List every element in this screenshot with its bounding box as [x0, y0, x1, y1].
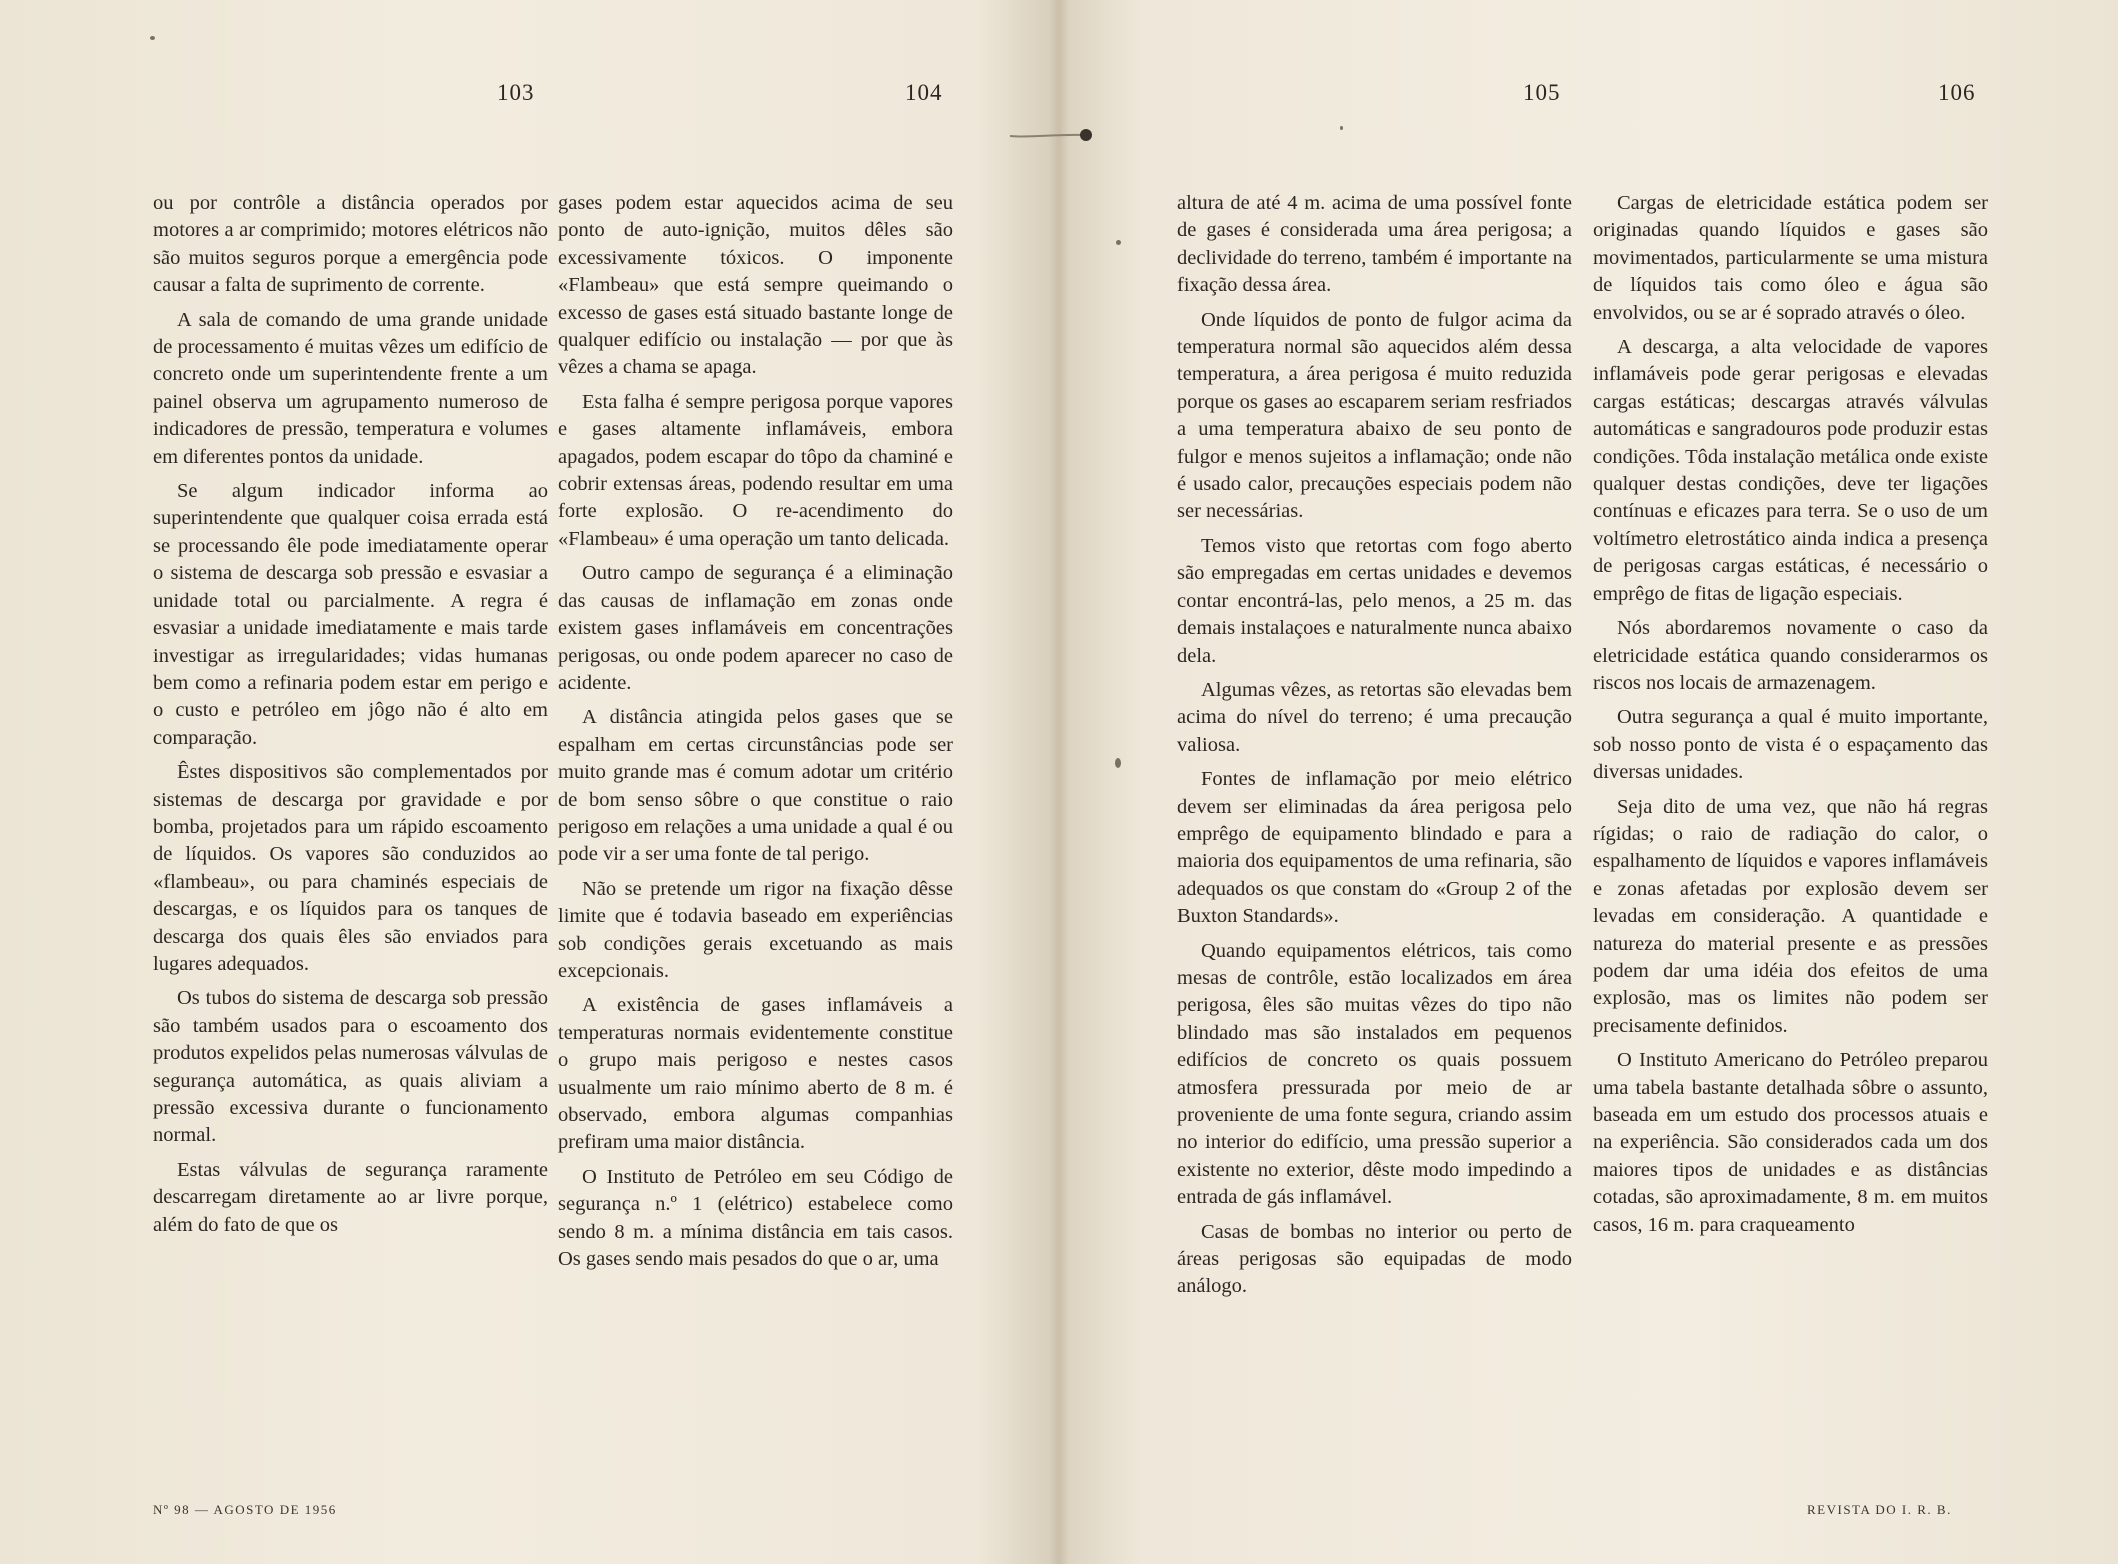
paragraph: Nós abordaremos novamente o caso da eletricidade estática quando considerarmos os riscos nos locais de armazenagem.	[1593, 617, 1988, 694]
paragraph: Êstes dispositivos são complementados por sistemas de descarga por gravidade e por bomba, projetados para um rápido escoamento de líquidos. Os vapores são conduzidos ao «flambeau», ou para chaminés especiais de descargas, e os líquidos para os tanques de descarga dos quais êles são enviados para lugares adequados.	[153, 761, 548, 975]
paragraph: A distância atingida pelos gases que se espalham em certas circunstâncias pode ser muito grande mas é comum adotar um critério de bom senso sôbre o que constitue o raio perigoso em relações a uma unidade a qual é ou pode vir a ser uma fonte de tal perigo.	[558, 706, 953, 866]
paragraph: Os tubos do sistema de descarga sob pressão são também usados para o escoamento dos produtos expelidos pelas numerosas válvulas de segurança automática, as quais aliviam a pressão excessiva durante o funcionamento normal.	[153, 987, 548, 1147]
paragraph: Outro campo de segurança é a eliminação das causas de inflamação em zonas onde existem gases inflamáveis em concentrações perigosas, ou onde podem aparecer no caso de acidente.	[558, 562, 953, 694]
column-page-105	[1177, 190, 1572, 1308]
paragraph: Outra segurança a qual é muito importante, sob nosso ponto de vista é o espaçamento das diversas unidades.	[1593, 706, 1988, 784]
paragraph: O Instituto de Petróleo em seu Código de segurança n.º 1 (elétrico) estabelece como sendo 8 m. a mínima distância em tais casos. Os gases sendo mais pesados do que o ar, uma	[558, 1165, 953, 1271]
paragraph: Cargas de eletricidade estática podem ser originadas quando líquidos e gases são movimentados, particularmente se uma mistura de líquidos tais como óleo e água são envolvidos, ou se ar é soprado através o óleo.	[1593, 192, 1988, 324]
paper-speck	[150, 36, 155, 40]
paragraph: Seja dito de uma vez, que não há regras rígidas; o raio de radiação do calor, o espalhamento de líquidos e vapores inflamáveis e zonas afetadas por explosão devem ser levadas em consideração. A quantidade e natureza do material presente e as pressões podem dar uma idéia dos efeitos de uma explosão, mas os limites não podem ser precisamente definidos.	[1593, 795, 1988, 1037]
paragraph: altura de até 4 m. acima de uma possível fonte de gases é considerada uma área perigosa; a declividade do terreno, também é importante na fixação dessa área.	[1177, 192, 1572, 297]
paragraph: Fontes de inflamação por meio elétrico devem ser eliminadas da área perigosa pelo emprêgo de equipamento blindado e para a maioria dos equipamentos de uma refinaria, são adequados os que constam do «Group 2 of the Buxton Standards».	[1177, 768, 1572, 928]
paragraph: Casas de bombas no interior ou perto de áreas perigosas são equipadas de modo análogo.	[1177, 1220, 1572, 1298]
column-page-104	[558, 190, 953, 1280]
page-number-104: 104	[905, 80, 943, 105]
footer-journal: REVISTA DO I. R. B.	[1807, 1502, 1952, 1517]
column-page-103	[153, 190, 548, 1246]
paragraph: Esta falha é sempre perigosa porque vapores e gases altamente inflamáveis, embora apagados, podem escapar do tôpo da chaminé e cobrir extensas áreas, podendo resultar em uma forte explosão. O re-acendimento do «Flambeau» é uma operação um tanto delicada.	[558, 390, 953, 550]
paragraph: O Instituto Americano do Petróleo preparou uma tabela bastante detalhada sôbre o assunto, baseada em um estudo dos processos atuais e na experiência. São considerados cada um dos maiores tipos de unidades e as distâncias cotadas, são aproximadamente, 8 m. em muitos casos, 16 m. para craqueamento	[1593, 1049, 1988, 1236]
paragraph: gases podem estar aquecidos acima de seu ponto de auto-ignição, muitos dêles são excessivamente tóxicos. O imponente «Flambeau» que está sempre queimando o excesso de gases está situado bastante longe de qualquer edifício ou instalação — por que às vêzes a chama se apaga.	[558, 192, 953, 379]
paragraph: A sala de comando de uma grande unidade de processamento é muitas vêzes um edifício de concreto onde um superintendente frente a um painel observa um agrupamento numeroso de indicadores de pressão, temperatura e volumes em diferentes pontos da unidade.	[153, 308, 548, 468]
left-page	[0, 0, 1040, 1564]
right-page	[1070, 0, 2118, 1564]
paragraph: A descarga, a alta velocidade de vapores inflamáveis pode gerar perigosas e elevadas cargas estáticas; descargas através válvulas automáticas e sangradouros pode produzir estas condições. Tôda instalação metálica onde existe qualquer destas condições, deve ter ligações contínuas e eficazes para terra. Se o uso de um voltímetro eletrostático ainda indica a presença de perigosas cargas estáticas, é necessário o emprêgo de fitas de ligação especiais.	[1593, 336, 1988, 605]
paragraph: Algumas vêzes, as retortas são elevadas bem acima do nível do terreno; é uma precaução valiosa.	[1177, 678, 1572, 756]
footer-issue: Nº 98 — AGOSTO DE 1956	[153, 1502, 337, 1517]
paragraph: Onde líquidos de ponto de fulgor acima da temperatura normal são aquecidos além dessa temperatura, a área perigosa é muito reduzida porque os gases ao escaparem seriam resfriados a uma temperatura abaixo de seu ponto de fulgor e menos sujeitos a inflamação; onde não é usado calor, precauções especiais podem não ser necessárias.	[1177, 308, 1572, 523]
page-number-103: 103	[497, 80, 535, 105]
paragraph: Temos visto que retortas com fogo aberto são empregadas em certas unidades e devemos contar encontrá-las, pelo menos, a 25 m. das demais instalaçoes e naturalmente nunca abaixo dela.	[1177, 534, 1572, 667]
page-number-106: 106	[1938, 80, 1976, 105]
column-page-106	[1593, 190, 1988, 1246]
paragraph: Quando equipamentos elétricos, tais como mesas de contrôle, estão localizados em área perigosa, êles são muitas vêzes do tipo não blindado mas são instalados em pequenos edifícios de concreto os quais possuem atmosfera pressurada por meio de ar proveniente de uma fonte segura, criando assim no interior do edifício, uma pressão superior a existente no exterior, dêste modo impedindo a entrada de gás inflamável.	[1177, 939, 1572, 1209]
paragraph: Estas válvulas de segurança raramente descarregam diretamente ao ar livre porque, além do fato de que os	[153, 1158, 548, 1236]
paragraph: Se algum indicador informa ao superintendente que qualquer coisa errada está se processando êle pode imediatamente operar o sistema de descarga sob pressão e esvasiar a unidade total ou parcialmente. A regra é esvasiar a unidade imediatamente e mais tarde investigar as irregularidades; vidas humanas bem como a refinaria podem estar em perigo e o custo e petróleo em jôgo não é alto em comparação.	[153, 480, 548, 749]
paragraph: Não se pretende um rigor na fixação dêsse limite que é todavia baseado em experiências sob condições gerais excetuando as mais excepcionais.	[558, 877, 953, 982]
page-number-105: 105	[1523, 80, 1561, 105]
paragraph: A existência de gases inflamáveis a temperaturas normais evidentemente constitue o grupo mais perigoso e nestes casos usualmente um raio mínimo aberto de 8 m. é observado, embora algumas companhias prefiram uma maior distância.	[558, 994, 953, 1154]
paragraph: ou por contrôle a distância operados por motores a ar comprimido; motores elétricos não são muitos seguros porque a emergência pode causar a falta de suprimento de corrente.	[153, 192, 548, 297]
